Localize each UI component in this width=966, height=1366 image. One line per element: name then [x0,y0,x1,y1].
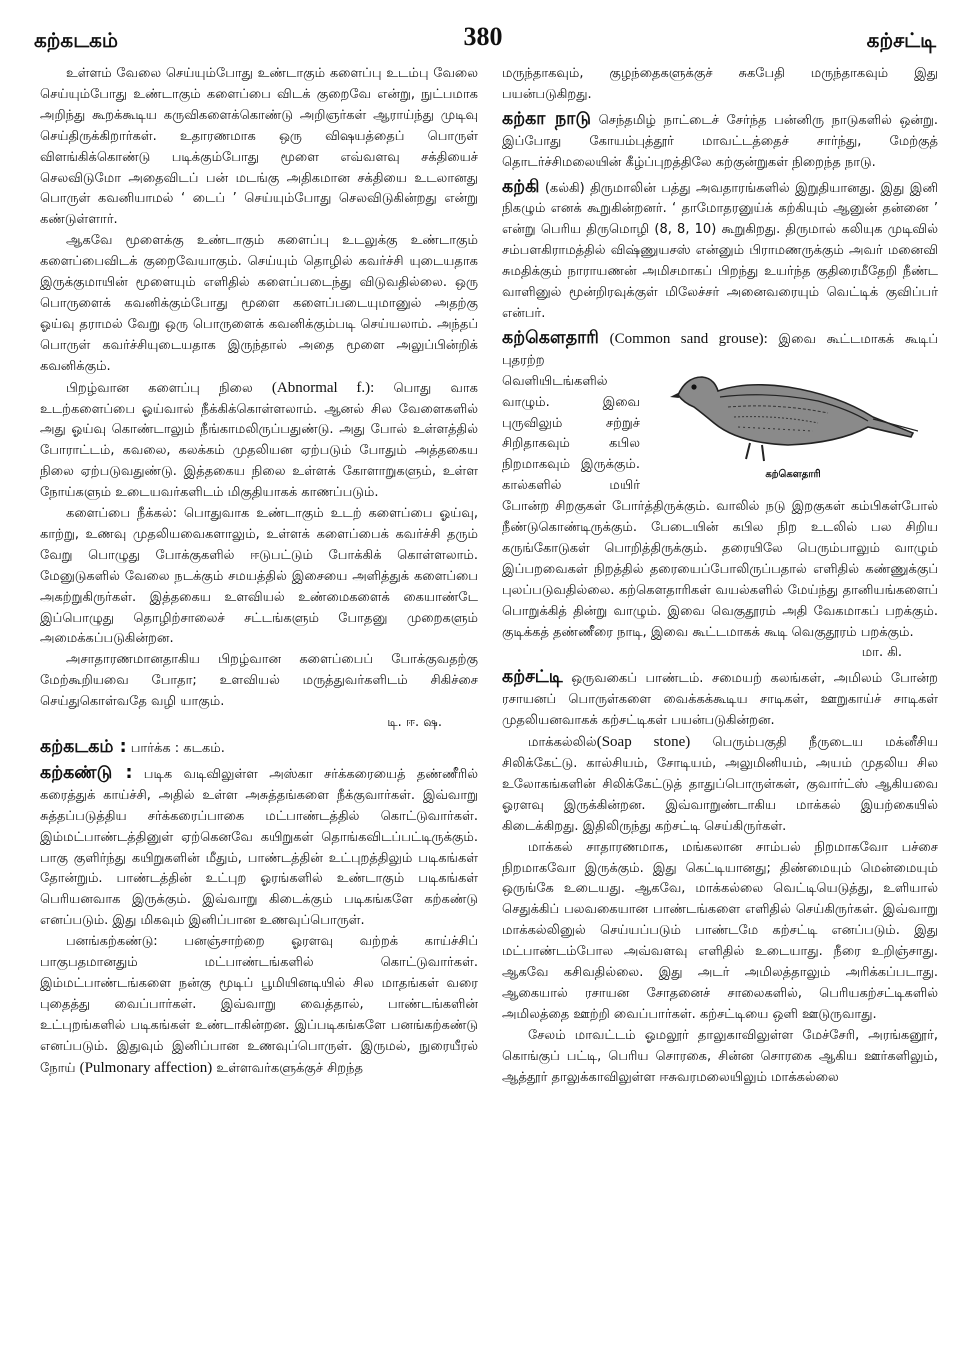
paragraph-text: பெரும்பகுதி நீருடைய மக்னீசிய சிலிக்கேட்டு. கால்சியம், சோடியம், அலுமினியம், அயம் முதலிய சில உலோகங்களின் சிலிக்கேட்டுத் தாதுப்பொருள்கள், குவார்ட்ஸ் ஆகியவை ஓரளவு இருக்கின்றன. இவ்வாறுண்டாகிய மாக்கல் இயற்கையில் கிடைக்கிறது. இதிலிருந்து கற்சட்டி செய்கிருர்கள். [502,735,939,834]
entry-text: பார்க்க : கடகம். [130,741,225,756]
entry-headword: கற்கா நாடு [502,108,592,129]
entry-headword: கற்கண்டு : [40,762,133,783]
entry-text: இவை கூட்டமாகக் கூடிப் புதரற்ற வெளியிடங்களில் வாழும். இவை புருவிலும் சற்றுச் சிறிதாகவும் கபில நிறமாகவும் இருக்கும். கால்களில் மயிர் போன்ற சிறகுகள் போர்த்திருக்கும். வாலில் நடு இறகுகள் கம்பிகள்போல் நீண்டுகொண்டிருக்கும். பேடையின் கபில நிற உடலில் பல சிறிய கருங்கோடுகள் பொறித்திருக்கும். தரையிலே பெரும்பாலும் வாழும் இப்பறவைகள் நிறத்தில் தரையைப்போலிருப்பதால் எளிதில் கண்ணுக்குப் புலப்படுவதில்லை. கற்கௌதாரிகள் வயல்களில் மேய்ந்து தானியங்களைப் பொறுக்கித் தின்று வாழும். இவை வெகுதூரம் அதி வேகமாகப் பறக்கும். குடிக்கத் தண்ணீரை நாடி, இவை கூட்டமாகக் கூடி வெகுதூரம் பறக்கும். [502,331,939,640]
paragraph: சேலம் மாவட்டம் ஓமலூர் தாலுகாவிலுள்ள மேச்சேரி, அரங்கனூர், கொங்குப் பட்டி, பெரிய சொரகை, சின்ன சொரகை ஆகிய ஊர்களிலும், ஆத்தூர் தாலுக்காவிலுள்ள ஈசுவரமலையிலும் மாக்கல்லை [502,1027,938,1085]
latin-term: (Abnormal f.): [271,379,375,396]
right-column [502,64,938,1089]
page-number: 380 [463,22,503,51]
sand-grouse-image [668,357,918,467]
page-header [0,22,966,62]
entry-karkandu [40,763,478,932]
entry-karki [502,177,938,325]
subheading: பிறழ்வான களைப்பு நிலை [66,380,253,396]
paragraph-text: மாக்கல்லில் [528,735,597,751]
paragraph: உள்ளம் வேலை செய்யும்போது உண்டாகும் களைப்பு உடம்பு வேலை செய்யும்போது உண்டாகும் களைப்பை விடக் குறைவே என்று, நுட்பமாக அறிந்து கூறக்கூடிய கருவிகளைக்கொண்டு அறிஞர்கள் ஆராய்ந்து முடிவு செய்திருக்கிறார்கள். உதாரணமாக ஒரு விஷயத்தைப் பொருள் விளங்கிக்கொண்டு படிக்கும்போது மூளை எவ்வளவு சக்தியைச் செலவிடுமோ அதைவிடப் பன் மடங்கு அதிகமான சக்தியை உடலானது பொருள் கவனியாமல் ‘ டைப் ’ செய்யும்போது செலவிடுகின்றது என்று கண்டுள்ளார். [40,66,478,228]
paragraph [40,932,478,1079]
latin-term: (Soap stone) [596,734,691,751]
entry-text: செந்தமிழ் நாட்டைச் சேர்ந்த பன்னிரு நாடுகளில் ஒன்று. இப்போது கோயம்புத்தூர் மாவட்டத்தைச் சார்ந்து, மேற்குத் தொடர்ச்சிமலையின் கீழ்ப்புறத்திலே கற்குன்றுகள் நிறைந்த நாடு. [502,112,938,170]
paragraph [40,378,478,504]
entry-headword: கற்கௌதாரி [502,327,599,348]
paragraph: களைப்பை நீக்கல்: பொதுவாக உண்டாகும் உடற் களைப்பை ஓய்வு, காற்று, உணவு முதலியவைகளாலும், உள்ளக் களைப்பைக் கவர்ச்சி தரும் வேறு பொழுது போக்குகளில் ஈடுபட்டும் போக்கிக் கொள்ளலாம். மேனுடுகளில் வேலை நடக்கும் சமயத்தில் இசையை அளித்துக் களைப்பை அகற்றுகிருர்கள். இத்தகைய உளவியல் உண்மைகளைக் கையாண்டே இப்பொழுது தொழிற்சாலைச் சட்டங்களும் போதனு முறைகளும் அமைக்கப்படுகின்றன. [40,506,478,647]
latin-term: (Common sand grouse): [609,330,768,347]
author-signature: மா. கி. [861,645,902,661]
author-signature: டி. ஈ. ஷ. [387,715,442,731]
entry-headword: கற்கடகம் : [40,737,127,757]
paragraph: மாக்கல் சாதாரணமாக, மங்கலான சாம்பல் நிறமாகவோ பச்சை நிறமாகவோ இருக்கும். இது கெட்டியானது; திண்மையும் மென்மையும் ஒருங்கே உடையது. ஆகவே, மாக்கல்லை வெட்டியெடுத்து, உளியால் செதுக்கிப் பலவகையான பாண்டங்களை எளிதில் செய்கிருர்கள். இவ்வாறு மாக்கல்லினுல் செய்யப்படும் பாண்டமே கற்சட்டி எனப்படும். இது மட்பாண்டம்போல அவ்வளவு எளிதில் உடையாது. நீரை உறிஞ்சாது. ஆகவே கசிவதில்லை. இது அடர் அமிலத்தாலும் அரிக்கப்படாது. ஆகையால் ரசாயன சோதனைச் சாலைகளில், பெரியகற்சட்டிகளில் அமிலத்தை ஊற்றி வைப்பார்கள். கற்சட்டியை ஒளி ஊடுருவாது. [502,839,938,1022]
paragraph-text: உள்ளவர்களுக்குச் சிறந்த [216,1060,363,1076]
entry-karsatti [502,667,938,732]
left-column [40,64,478,1080]
entry-text: ஒருவகைப் பாண்டம். சமையற் கலங்கள், அமிலம் போன்ற ரசாயனப் பொருள்களை வைக்கக்கூடிய சாடிகள், ஊறுகாய்ச் சாடிகள் முதலியனவாகக் கற்சட்டிகள் பயன்படுகின்றன. [502,671,938,729]
entry-headword: கற்சட்டி [502,667,563,688]
paragraph-text: பனங்கற்கண்டு: பனஞ்சாற்றை ஓரளவு வற்றக் காய்ச்சிப் பாகுபதமானதும் மட்பாண்டங்களில் கொட்டுவார்கள். இம்மட்பாண்டங்களை நன்கு மூடிப் பூமியினடியில் சில மாதங்கள் வரை புதைத்து வைப்பார்கள். இவ்வாறு வைத்தால், பாண்டங்களின் உட்புறங்களில் படிகங்கள் உண்டாகின்றன. இப்படிகங்களே பனங்கற்கண்டு எனப்படும். இதுவும் இனிப்பான உணவுப்பொருள். இருமல், நுரையீரல் நோய் [40,934,478,1076]
entry-karkadakam [40,737,478,760]
paragraph: ஆகவே மூளைக்கு உண்டாகும் களைப்பு உடலுக்கு உண்டாகும் களைப்பைவிடக் குறைவேயாகும். செய்யும் தொழில் கவர்ச்சி யுடையதாக இருக்குமாயின் மூளையும் எளிதில் களைப்படைந்து விடுவதில்லை. ஒரு பொருளைக் கவனிக்கும்போது மூளை களைப்படையுமானுல் அதற்கு ஓய்வு தராமல் வேறு ஒரு பொருளைக் கவனிக்கும்படி செய்யலாம். அந்தப் பொருள் கவர்ச்சியுடையதாக இருந்தால் அதை மூளை அலுப்பின்றிக் கவனிக்கும். [40,233,478,374]
bird-illustration [648,353,938,493]
entry-text: (கல்கி) திருமாலின் பத்து அவதாரங்களில் இறுதியானது. இது இனி நிகழும் எனக் கூறுகின்றனர். ‘ தாமோதரனுய்க் கற்கியும் ஆனுன் தன்னை ’ என்று பெரிய திருமொழி (8, 8, 10) கூறுகிறது. திருமால் கலியுக முடிவில் சம்பளகிராமத்தில் விஷ்ணுயசஸ் என்னும் பிராமணருக்கும் அவர் மனைவி சுமதிக்கும் நாராயணன் அமிசமாகப் பிறந்து உயர்ந்த குதிரைமீதேறி நீண்ட வாளினுல் மூன்றிரவுக்குள் மிலேச்சர் அனைவரையும் வெட்டிக் குவிப்பர் என்பர். [502,180,938,321]
latin-term: (Pulmonary affection) [79,1059,213,1076]
figure-caption: கற்கௌதாரி [765,468,821,480]
running-head-left: கற்கடகம் [34,28,119,52]
paragraph: மருந்தாகவும், குழந்தைகளுக்குச் சுகபேதி மருந்தாகவும் இது பயன்படுகிறது. [502,66,938,102]
entry-sand-grouse [502,328,938,644]
running-head-right: கற்சட்டி [866,28,936,52]
entry-text: படிக வடிவிலுள்ள அஸ்கா சர்க்கரையைத் தண்ணீரில் கரைத்துக் காய்ச்சி, அதில் உள்ள அசுத்தங்களை நீக்குவார்கள். இவ்வாறு சுத்தப்படுத்திய சர்க்கரைப்பாகை மட்பாண்டத்தில் கொட்டுவார்கள். இம்மட்பாண்டத்தினுள் ஏற்கெனவே கயிறுகள் தொங்கவிடப்பட்டிருக்கும். பாகு குளிர்ந்து கயிறுகளின் மீதும், பாண்டத்தின் உட்புறத்திலும் படிகங்கள் தோன்றும். பாண்டத்தின் உட்புற ஓரங்களில் உண்டாகும் படிகங்கள் பெரியனவாக இருக்கும். இவ்வாறு கிடைக்கும் படிகங்களே கற்கண்டு எனப்படும். இது மிகவும் இனிப்பான உணவுப்பொருள். [40,766,478,929]
entry-karka-nadu [502,109,938,174]
paragraph-text: பொது வாக உடற்களைப்பை ஓய்வால் நீக்கிக்கொள்ளலாம். ஆனல் சில வேளைகளில் அது ஓய்வு கொண்டாலும் நீங்காமலிருப்பதுண்டு. அது போல் உள்ளத்தில் போராட்டம், கவலை, கலக்கம் முதலியன ஏற்படும் போதும் அத்தகைய நிலை ஏற்படுவதுண்டு. இத்தகைய நிலை உள்ளக் கோளாறுகளும், உள்ள நோய்களும் உடையவர்களிடம் மிகுதியாகக் காணப்படும். [40,380,478,501]
paragraph [502,732,938,838]
entry-headword: கற்கி [502,176,540,197]
paragraph: அசாதாரணமானதாகிய பிறழ்வான களைப்பைப் போக்குவதற்கு மேற்கூறியவை போதா; உளவியல் மருத்துவர்களிடம் சிகிச்சை செய்துகொள்வதே வழி யாகும். [40,652,478,710]
